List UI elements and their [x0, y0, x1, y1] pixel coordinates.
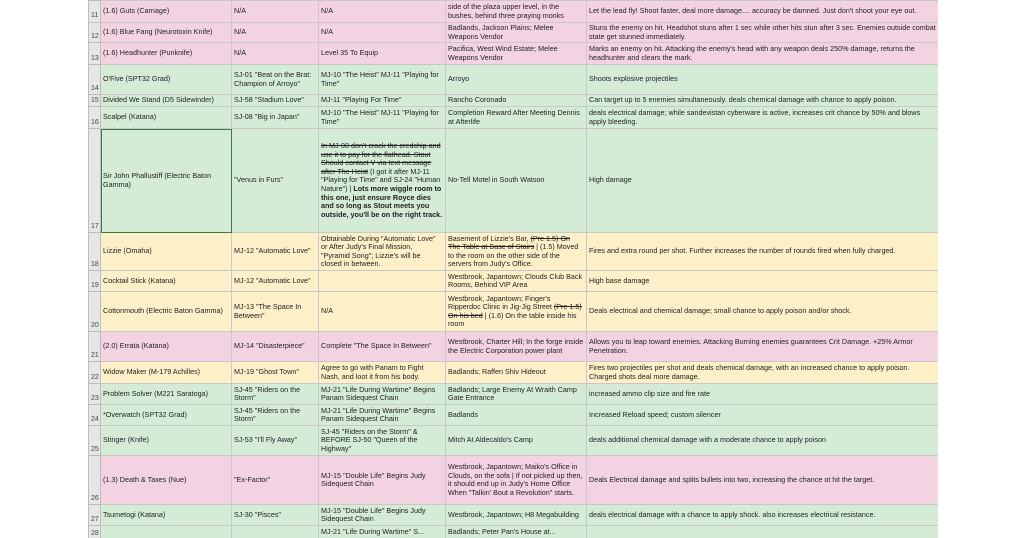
location-text: Basement of Lizzie's Bar, — [448, 233, 531, 243]
quest-cell[interactable]: "Ex-Factor" — [232, 456, 319, 505]
weapon-name-cell[interactable]: Problem Solver (M221 Saratoga) — [101, 384, 232, 405]
weapon-name-cell[interactable]: Widow Maker (M-179 Achilles) — [101, 362, 232, 384]
weapon-name-cell[interactable]: Divided We Stand (D5 Sidewinder) — [101, 95, 232, 107]
quest-cell[interactable]: SJ-53 "I'll Fly Away" — [232, 426, 319, 456]
effect-cell[interactable]: Deals electrical and chemical damage; small chance to apply poison and/or shock. — [587, 292, 939, 332]
location-cell[interactable] — [446, 292, 587, 332]
effect-cell[interactable]: Fires and extra round per shot. Further increases the number of rounds fired when fully charged. — [587, 233, 939, 271]
row-number[interactable]: 11 — [89, 1, 101, 23]
effect-cell[interactable]: Marks an enemy on hit. Attacking the enemy's head with any weapon deals 250% damage, returns the headhunter and clears the mark. — [587, 43, 939, 65]
row-number[interactable]: 24 — [89, 405, 101, 426]
requirement-cell[interactable]: MJ-10 "The Heist" MJ-11 "Playing for Time" — [319, 65, 446, 95]
spreadsheet-grid — [88, 0, 938, 538]
location-cell[interactable] — [446, 233, 587, 271]
requirement-cell[interactable]: MJ-21 "Life During Wartime" Begins Panam Sidequest Chain — [319, 384, 446, 405]
weapon-name-cell[interactable] — [101, 526, 232, 538]
row-number[interactable]: 26 — [89, 456, 101, 505]
effect-cell[interactable]: High base damage — [587, 271, 939, 292]
location-cell[interactable]: Badlands; Large Enemy At Wraith Camp Gate Entrance — [446, 384, 587, 405]
effect-cell[interactable] — [587, 526, 939, 538]
requirement-cell[interactable]: N/A — [319, 23, 446, 43]
table-row — [89, 129, 939, 233]
weapon-name-cell[interactable]: Tsumetogi (Katana) — [101, 505, 232, 526]
row-number[interactable]: 15 — [89, 95, 101, 107]
weapon-name-cell[interactable]: Stinger (Knife) — [101, 426, 232, 456]
requirement-cell[interactable]: N/A — [319, 292, 446, 332]
location-text: | (1.6) On the table inside his room — [448, 310, 577, 329]
table-row — [89, 456, 939, 505]
effect-cell[interactable]: High damage — [587, 129, 939, 233]
effect-cell[interactable]: deals additional chemical damage with a moderate chance to apply poison — [587, 426, 939, 456]
requirement-cell[interactable]: MJ-11 "Playing For Time" — [319, 95, 446, 107]
weapon-name-cell[interactable]: (1.6) Blue Fang (Neurotoxin Knife) — [101, 23, 232, 43]
requirement-cell[interactable]: Obtainable During "Automatic Love" or After Judy's Final Mission, "Pyramid Song"; Lizzie's will be closed in between. — [319, 233, 446, 271]
location-cell[interactable]: Badlands — [446, 405, 587, 426]
row-number[interactable]: 18 — [89, 233, 101, 271]
table-row — [89, 233, 939, 271]
table-row — [89, 23, 939, 43]
weapon-name-cell[interactable]: Cocktail Stick (Katana) — [101, 271, 232, 292]
quest-cell[interactable]: MJ-14 "Disasterpiece" — [232, 332, 319, 362]
row-number[interactable]: 14 — [89, 65, 101, 95]
quest-cell[interactable]: MJ-12 "Automatic Love" — [232, 233, 319, 271]
location-cell[interactable]: Rancho Coronado — [446, 95, 587, 107]
quest-cell[interactable]: SJ-30 "Pisces" — [232, 505, 319, 526]
row-number[interactable]: 23 — [89, 384, 101, 405]
weapon-name-cell[interactable]: Cottonmouth (Electric Baton Gamma) — [101, 292, 232, 332]
quest-cell[interactable]: N/A — [232, 1, 319, 23]
weapon-name-cell[interactable]: *Overwatch (SPT32 Grad) — [101, 405, 232, 426]
requirement-cell[interactable]: MJ-21 "Life During Wartime" S... — [319, 526, 446, 538]
weapon-name-cell[interactable]: (1.6) Guts (Carnage) — [101, 1, 232, 23]
quest-cell[interactable]: N/A — [232, 43, 319, 65]
table-row — [89, 95, 939, 107]
effect-cell[interactable]: deals electrical damage with a chance to apply shock. also increases electrical resistance. — [587, 505, 939, 526]
requirement-cell[interactable]: Complete "The Space In Between" — [319, 332, 446, 362]
quest-cell[interactable]: SJ-45 "Riders on the Storm" — [232, 405, 319, 426]
location-text: | (1.5) Moved to the room on the other side of the servers from Judy's Office. — [448, 242, 579, 269]
weapon-name-cell[interactable]: O'Five (SPT32 Grad) — [101, 65, 232, 95]
effect-cell[interactable]: deals electrical damage; while sandevistan cyberware is active, increases crit chance by 50% and blows apply bleeding. — [587, 107, 939, 129]
effect-cell[interactable]: Shoots explosive projectiles — [587, 65, 939, 95]
table-row — [89, 107, 939, 129]
effect-cell[interactable]: Fires two projectiles per shot and deals chemical damage, with an increased chance to apply poison. Charged shots deal more damage. — [587, 362, 939, 384]
location-cell[interactable]: Badlands; Raffen Shiv Hideout — [446, 362, 587, 384]
row-number[interactable]: 12 — [89, 23, 101, 43]
row-number[interactable]: 27 — [89, 505, 101, 526]
spreadsheet[interactable] — [88, 0, 938, 538]
table-row — [89, 332, 939, 362]
weapon-name-cell[interactable]: Scalpel (Katana) — [101, 107, 232, 129]
requirement-cell[interactable]: MJ-15 "Double Life" Begins Judy Sidequest Chain — [319, 456, 446, 505]
table-row — [89, 292, 939, 332]
quest-cell[interactable]: MJ-13 "The Space In Between" — [232, 292, 319, 332]
table-row — [89, 526, 939, 538]
row-number[interactable]: 17 — [89, 129, 101, 233]
quest-cell[interactable]: MJ-19 "Ghost Town" — [232, 362, 319, 384]
location-cell[interactable]: Arroyo — [446, 65, 587, 95]
row-number[interactable]: 25 — [89, 426, 101, 456]
struck-text: In MJ-08 don't crack the credchip and use it to pay for the flathead. Stout Should contact V via text message after The Heist — [321, 141, 441, 176]
location-cell[interactable]: side of the plaza upper level, in the bushes, behind three praying monks — [446, 1, 587, 23]
requirement-cell[interactable]: MJ-10 "The Heist" MJ-11 "Playing for Time" — [319, 107, 446, 129]
effect-cell[interactable]: Stuns the enemy on hit. Headshot stuns after 1 sec while other hits stun after 3 sec. Enemies outside combat state get stunned immediately. — [587, 23, 939, 43]
requirement-cell[interactable] — [319, 271, 446, 292]
table-row — [89, 1, 939, 23]
location-cell[interactable]: Pacifica, West Wind Estate; Melee Weapons Vendor — [446, 43, 587, 65]
location-cell[interactable]: No-Tell Motel in South Watson — [446, 129, 587, 233]
requirement-cell[interactable]: N/A — [319, 1, 446, 23]
quest-cell[interactable]: MJ-12 "Automatic Love" — [232, 271, 319, 292]
effect-cell[interactable]: Allows you to leap toward enemies. Attacking Burning enemies guarantees Crit Damage. +25% Armor Penetration. — [587, 332, 939, 362]
table-row — [89, 426, 939, 456]
table-row — [89, 505, 939, 526]
quest-cell[interactable] — [232, 526, 319, 538]
quest-cell[interactable]: SJ-45 "Riders on the Storm" — [232, 384, 319, 405]
table-row — [89, 405, 939, 426]
table-row — [89, 65, 939, 95]
effect-cell[interactable]: Let the lead fly! Shoot faster, deal more damage.... accuracy be damned. Just don't shoot your eye out. — [587, 1, 939, 23]
location-text: Westbrook, Japantown; Finger's Ripperdoc Clinic in Jig-Jig Street — [448, 293, 554, 312]
effect-cell[interactable]: Can target up to 5 enemies simultaneously. deals chemical damage with chance to apply poison. — [587, 95, 939, 107]
weapon-name-cell-selected[interactable]: Sir John Phallustiff (Electric Baton Gamma) — [101, 129, 232, 233]
location-cell[interactable]: Mitch At Aldecaldo's Camp — [446, 426, 587, 456]
row-number[interactable]: 19 — [89, 271, 101, 292]
requirement-cell[interactable]: Agree to go with Panam to Fight Nash, and loot it from his body. — [319, 362, 446, 384]
row-number[interactable]: 13 — [89, 43, 101, 65]
row-number[interactable]: 20 — [89, 292, 101, 332]
effect-cell[interactable]: increased ammo clip size and fire rate — [587, 384, 939, 405]
quest-cell[interactable]: SJ-58 "Stadium Love" — [232, 95, 319, 107]
effect-cell[interactable]: Deals Electrical damage and splits bullets into two, increasing the chance ot hit the target. — [587, 456, 939, 505]
quest-cell[interactable]: "Venus in Furs" — [232, 129, 319, 233]
quest-cell[interactable]: SJ-08 "Big in Japan" — [232, 107, 319, 129]
table-row — [89, 362, 939, 384]
row-number[interactable]: 16 — [89, 107, 101, 129]
requirement-cell[interactable]: SJ-45 "Riders on the Storm" & BEFORE SJ-50 "Queen of the Highway" — [319, 426, 446, 456]
quest-cell[interactable]: SJ-01 "Beat on the Brat: Champion of Arroyo" — [232, 65, 319, 95]
requirement-cell[interactable] — [319, 129, 446, 233]
requirement-cell[interactable]: MJ-21 "Life During Wartime" Begins Panam Sidequest Chain — [319, 405, 446, 426]
location-cell[interactable]: Westbrook, Japantown; H8 Megabuilding — [446, 505, 587, 526]
requirement-text: (I got it after MJ-11 "Playing for Time" and SJ-24 "Human Nature") | — [321, 166, 441, 193]
location-cell[interactable]: Westbrook, Charter Hill; In the forge inside the Electric Corporation power plant — [446, 332, 587, 362]
requirement-cell[interactable]: Level 35 To Equip — [319, 43, 446, 65]
location-cell[interactable]: Badlands, Jackson Plains; Melee Weapons Vendor — [446, 23, 587, 43]
location-cell[interactable]: Westbrook, Japantown; Maiko's Office in Clouds, on the sofa | If not picked up then, it should end up in Judy's Home Office When "Talkin' Bout a Revolution" starts. — [446, 456, 587, 505]
location-cell[interactable]: Badlands; Peter Pan's House at... — [446, 526, 587, 538]
row-number[interactable]: 28 — [89, 526, 101, 538]
struck-text: (Pre 1.5) On The Table at Base of Stairs — [448, 233, 571, 252]
struck-text: (Pre 1.5) On his bed — [448, 302, 582, 320]
row-number[interactable]: 22 — [89, 362, 101, 384]
location-cell[interactable]: Westbrook, Japantown; Clouds Club Back Rooms, Behind VIP Area — [446, 271, 587, 292]
weapon-name-cell[interactable]: (2.0) Errata (Katana) — [101, 332, 232, 362]
location-cell[interactable]: Completion Reward After Meeting Dennis at Afterlife — [446, 107, 587, 129]
weapon-name-cell[interactable]: (1.3) Death & Taxes (Nue) — [101, 456, 232, 505]
weapon-name-cell[interactable]: Lizzie (Omaha) — [101, 233, 232, 271]
table-row — [89, 271, 939, 292]
row-number[interactable]: 21 — [89, 332, 101, 362]
requirement-bold-text: Lots more wiggle room to this one, just ensure Royce dies and so long as Stout meets you outside, you'll be on the right track. — [321, 183, 443, 219]
requirement-cell[interactable]: MJ-15 "Double Life" Begins Judy Sidequest Chain — [319, 505, 446, 526]
quest-cell[interactable]: N/A — [232, 23, 319, 43]
table-row — [89, 384, 939, 405]
effect-cell[interactable]: Increased Reload speed; custom silencer — [587, 405, 939, 426]
table-row — [89, 43, 939, 65]
weapon-name-cell[interactable]: (1.6) Headhunter (Punknife) — [101, 43, 232, 65]
